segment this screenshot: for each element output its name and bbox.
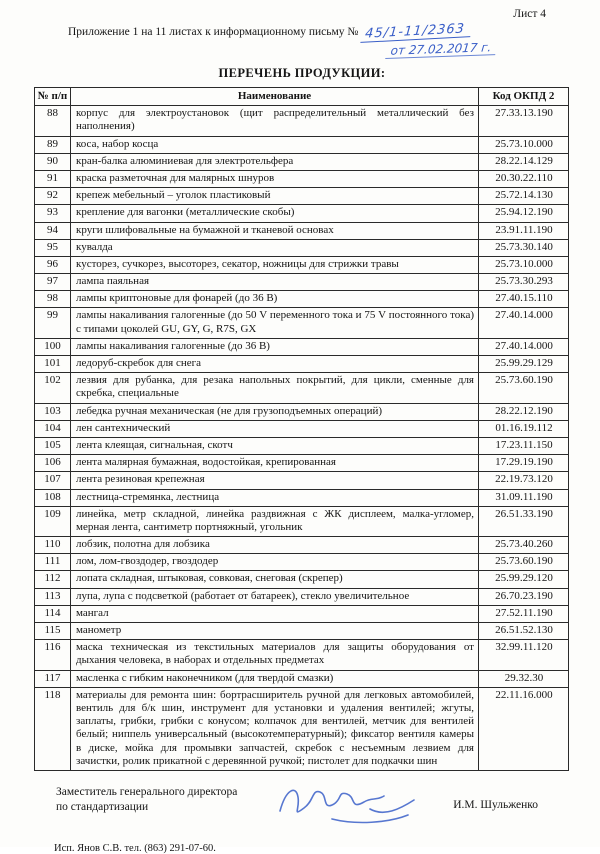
signer-position-line2: по стандартизации (56, 801, 149, 814)
signature-icon (272, 777, 422, 829)
row-number-cell: 90 (35, 153, 71, 170)
row-name-cell: маска техническая из текстильных материалов для защиты оборудования от дыхания человека, в наборах и отдельных предметах (71, 640, 479, 670)
row-number-cell: 101 (35, 356, 71, 373)
table-row (35, 670, 569, 687)
signature-block (34, 783, 570, 835)
signer-name: И.М. Шульженко (453, 798, 538, 811)
table-row (35, 106, 569, 136)
row-name-cell: лента малярная бумажная, водостойкая, крепированная (71, 455, 479, 472)
row-name-cell: кран-балка алюминиевая для электротельфера (71, 153, 479, 170)
table-row (35, 506, 569, 536)
row-name-cell: лен сантехнический (71, 420, 479, 437)
row-code-cell: 32.99.11.120 (479, 640, 569, 670)
row-name-cell: лебедка ручная механическая (не для грузоподъемных операций) (71, 403, 479, 420)
table-row (35, 554, 569, 571)
row-number-cell: 96 (35, 256, 71, 273)
row-number-cell: 110 (35, 537, 71, 554)
signature-stroke (280, 790, 414, 822)
row-code-cell: 25.94.12.190 (479, 205, 569, 222)
col-header-code: Код ОКПД 2 (479, 88, 569, 106)
row-number-cell: 108 (35, 489, 71, 506)
handwritten-letter-number: 45/1-11/2363 (361, 21, 472, 43)
row-code-cell: 25.73.60.190 (479, 554, 569, 571)
row-code-cell: 26.51.33.190 (479, 506, 569, 536)
signer-position (56, 785, 237, 816)
table-row (35, 640, 569, 670)
table-row (35, 170, 569, 187)
row-number-cell: 92 (35, 188, 71, 205)
row-number-cell: 111 (35, 554, 71, 571)
table-row (35, 205, 569, 222)
row-number-cell: 97 (35, 274, 71, 291)
row-code-cell: 25.99.29.129 (479, 356, 569, 373)
signer-position-line1: Заместитель генерального директора (56, 785, 238, 798)
row-number-cell: 91 (35, 170, 71, 187)
row-name-cell: лобзик, полотна для лобзика (71, 537, 479, 554)
row-code-cell: 25.73.40.260 (479, 537, 569, 554)
row-number-cell: 105 (35, 437, 71, 454)
row-code-cell: 25.72.14.130 (479, 188, 569, 205)
row-code-cell: 20.30.22.110 (479, 170, 569, 187)
row-code-cell: 25.73.10.000 (479, 256, 569, 273)
table-row (35, 605, 569, 622)
row-number-cell: 116 (35, 640, 71, 670)
table-row (35, 537, 569, 554)
appendix-text: Приложение 1 на 11 листах к информационному письму № (68, 26, 359, 38)
row-code-cell: 27.40.15.110 (479, 291, 569, 308)
sheet-label: Лист 4 (513, 8, 546, 20)
row-code-cell: 25.99.29.120 (479, 571, 569, 588)
row-name-cell: лента резиновая крепежная (71, 472, 479, 489)
row-name-cell: лупа, лупа с подсветкой (работает от батареек), стекло увеличительное (71, 588, 479, 605)
row-name-cell: лампы накаливания галогенные (до 50 V переменного тока и 75 V постоянного тока) с типами цоколей GU, GY, G, R7S, GX (71, 308, 479, 338)
row-number-cell: 113 (35, 588, 71, 605)
row-number-cell: 117 (35, 670, 71, 687)
row-number-cell: 112 (35, 571, 71, 588)
row-code-cell: 29.32.30 (479, 670, 569, 687)
row-name-cell: лом, лом-гвоздодер, гвоздодер (71, 554, 479, 571)
row-code-cell: 25.73.10.000 (479, 136, 569, 153)
row-number-cell: 95 (35, 239, 71, 256)
col-header-num: № п/п (35, 88, 71, 106)
row-name-cell: материалы для ремонта шин: бортрасширитель ручной для легковых автомобилей, вентиль для б/к шин, инструмент для установки и удаления вентилей; жгуты, заплаты, грибки, грибки с конусом; колпачок для вентилей, метчик для вентилей белый; ниппель универсальный (высокотемпературный); фиксатор вентиля камеры в диске, мойка для промывки запчастей, скребок с несъемным лезвием для зачистки, ролик прикатной с деревянной ручкой; пистолет для подкачки шин (71, 687, 479, 770)
table-row (35, 222, 569, 239)
row-name-cell: крепление для вагонки (металлические скобы) (71, 205, 479, 222)
table-row (35, 153, 569, 170)
table-row (35, 403, 569, 420)
row-code-cell: 27.33.13.190 (479, 106, 569, 136)
row-number-cell: 104 (35, 420, 71, 437)
col-header-name: Наименование (71, 88, 479, 106)
table-row (35, 136, 569, 153)
row-name-cell: круги шлифовальные на бумажной и тканевой основах (71, 222, 479, 239)
row-code-cell: 01.16.19.112 (479, 420, 569, 437)
row-code-cell: 27.40.14.000 (479, 308, 569, 338)
row-code-cell: 17.23.11.150 (479, 437, 569, 454)
row-name-cell: крепеж мебельный – уголок пластиковый (71, 188, 479, 205)
table-row (35, 623, 569, 640)
row-name-cell: лампы криптоновые для фонарей (до 36 В) (71, 291, 479, 308)
row-code-cell: 22.19.73.120 (479, 472, 569, 489)
row-number-cell: 109 (35, 506, 71, 536)
row-number-cell: 107 (35, 472, 71, 489)
table-row (35, 373, 569, 403)
table-row (35, 274, 569, 291)
row-number-cell: 100 (35, 338, 71, 355)
row-name-cell: ледоруб-скребок для снега (71, 356, 479, 373)
table-row (35, 239, 569, 256)
row-code-cell: 26.70.23.190 (479, 588, 569, 605)
row-number-cell: 98 (35, 291, 71, 308)
table-row (35, 588, 569, 605)
appendix-line (68, 21, 570, 42)
row-code-cell: 28.22.14.129 (479, 153, 569, 170)
executor-line: Исп. Янов С.В. тел. (863) 291-07-60. (54, 842, 216, 854)
product-table-body (35, 106, 569, 771)
row-code-cell: 25.73.30.140 (479, 239, 569, 256)
row-number-cell: 102 (35, 373, 71, 403)
row-name-cell: лезвия для рубанка, для резака напольных покрытий, для цикли, сменные для скребка, специальные (71, 373, 479, 403)
row-number-cell: 93 (35, 205, 71, 222)
table-row (35, 571, 569, 588)
row-name-cell: лампы накаливания галогенные (до 36 В) (71, 338, 479, 355)
row-name-cell: краска разметочная для малярных шнуров (71, 170, 479, 187)
row-code-cell: 22.11.16.000 (479, 687, 569, 770)
table-header-row (35, 88, 569, 106)
row-name-cell: лента клеящая, сигнальная, скотч (71, 437, 479, 454)
row-number-cell: 106 (35, 455, 71, 472)
row-name-cell: лестница-стремянка, лестница (71, 489, 479, 506)
row-name-cell: мангал (71, 605, 479, 622)
row-number-cell: 94 (35, 222, 71, 239)
row-number-cell: 114 (35, 605, 71, 622)
handwritten-date: от 27.02.2017 г. (385, 40, 497, 59)
row-code-cell: 25.73.30.293 (479, 274, 569, 291)
row-number-cell: 118 (35, 687, 71, 770)
table-row (35, 687, 569, 770)
row-code-cell: 27.40.14.000 (479, 338, 569, 355)
row-code-cell: 26.51.52.130 (479, 623, 569, 640)
row-code-cell: 23.91.11.190 (479, 222, 569, 239)
row-name-cell: кусторез, сучкорез, высоторез, секатор, ножницы для стрижки травы (71, 256, 479, 273)
row-number-cell: 115 (35, 623, 71, 640)
row-name-cell: коса, набор косца (71, 136, 479, 153)
row-number-cell: 103 (35, 403, 71, 420)
document-title: ПЕРЕЧЕНЬ ПРОДУКЦИИ: (218, 66, 386, 80)
table-row (35, 188, 569, 205)
row-name-cell: масленка с гибким наконечником (для твердой смазки) (71, 670, 479, 687)
row-code-cell: 28.22.12.190 (479, 403, 569, 420)
row-code-cell: 25.73.60.190 (479, 373, 569, 403)
table-row (35, 472, 569, 489)
row-name-cell: корпус для электроустановок (щит распределительный металлический без наполнения) (71, 106, 479, 136)
row-name-cell: кувалда (71, 239, 479, 256)
row-name-cell: манометр (71, 623, 479, 640)
table-row (35, 256, 569, 273)
row-number-cell: 88 (35, 106, 71, 136)
table-row (35, 420, 569, 437)
table-row (35, 356, 569, 373)
row-name-cell: линейка, метр складной, линейка раздвижная с ЖК дисплеем, малка-угломер, мерная лента, сантиметр портняжный, угольник (71, 506, 479, 536)
table-row (35, 338, 569, 355)
table-row (35, 291, 569, 308)
row-number-cell: 89 (35, 136, 71, 153)
table-row (35, 455, 569, 472)
table-row (35, 489, 569, 506)
product-table (34, 87, 569, 771)
table-row (35, 308, 569, 338)
row-name-cell: лопата складная, штыковая, совковая, снеговая (скрепер) (71, 571, 479, 588)
row-number-cell: 99 (35, 308, 71, 338)
table-row (35, 437, 569, 454)
row-name-cell: лампа паяльная (71, 274, 479, 291)
row-code-cell: 17.29.19.190 (479, 455, 569, 472)
row-code-cell: 31.09.11.190 (479, 489, 569, 506)
row-code-cell: 27.52.11.190 (479, 605, 569, 622)
